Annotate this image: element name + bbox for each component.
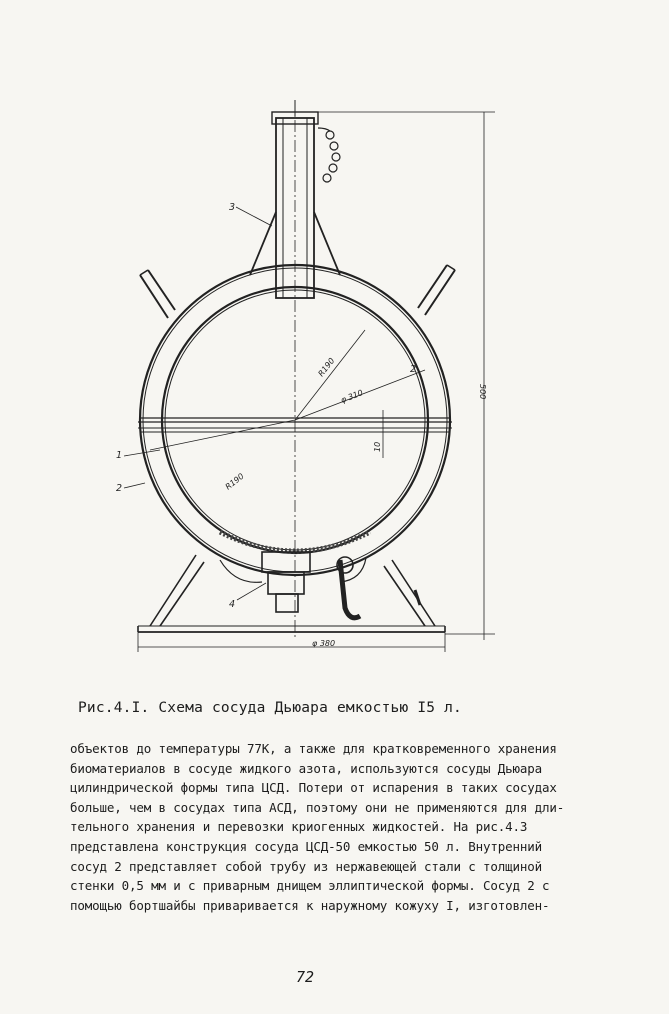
- label-part-1: 1: [116, 450, 123, 461]
- text-line: биоматериалов в сосуде жидкого азота, используются сосуды Дьюара: [70, 760, 543, 776]
- text-line: стенки 0,5 мм и с приварным днищем эллиптической формы. Сосуд 2 с: [70, 878, 550, 894]
- label-dim-500: 500: [478, 384, 487, 400]
- label-part-2-right: 2: [410, 364, 417, 375]
- page-number: 72: [296, 968, 315, 986]
- text-line: цилиндрической формы типа ЦСД. Потери от испарения в таких сосудах: [70, 780, 557, 796]
- label-dim-310: φ 310: [339, 388, 365, 405]
- label-part-2-left: 2: [116, 483, 123, 494]
- valve-assembly: [220, 552, 366, 618]
- label-r190-upper: R190: [316, 356, 337, 379]
- paragraph: [70, 739, 630, 915]
- figure-caption: Рис.4.I. Схема сосуда Дьюара емкостью I5 л.: [78, 700, 462, 716]
- figure-labels: [116, 202, 487, 648]
- text-line: помощью бортшайбы приваривается к наружному кожуху I, изготовлен-: [70, 897, 550, 913]
- label-dim-380: φ 380: [312, 639, 336, 648]
- text-line: больше, чем в сосудах типа АСД, поэтому они не применяются для дли-: [70, 799, 565, 815]
- label-part-4: 4: [229, 599, 236, 610]
- label-r190-lower: R190: [223, 471, 246, 492]
- text-line: тельного хранения и перевозки криогенных жидкостей. На рис.4.3: [70, 819, 528, 835]
- text-line: представлена конструкция сосуда ЦСД-50 емкостью 50 л. Внутренний: [70, 838, 543, 854]
- text-line: объектов до температуры 77К, а также для кратковременного хранения: [70, 741, 557, 756]
- text-line: сосуд 2 представляет собой трубу из нержавеющей стали с толщиной: [70, 858, 543, 874]
- label-part-3: 3: [229, 202, 236, 213]
- label-dim-10: 10: [373, 441, 382, 452]
- chain-cap: [318, 128, 340, 182]
